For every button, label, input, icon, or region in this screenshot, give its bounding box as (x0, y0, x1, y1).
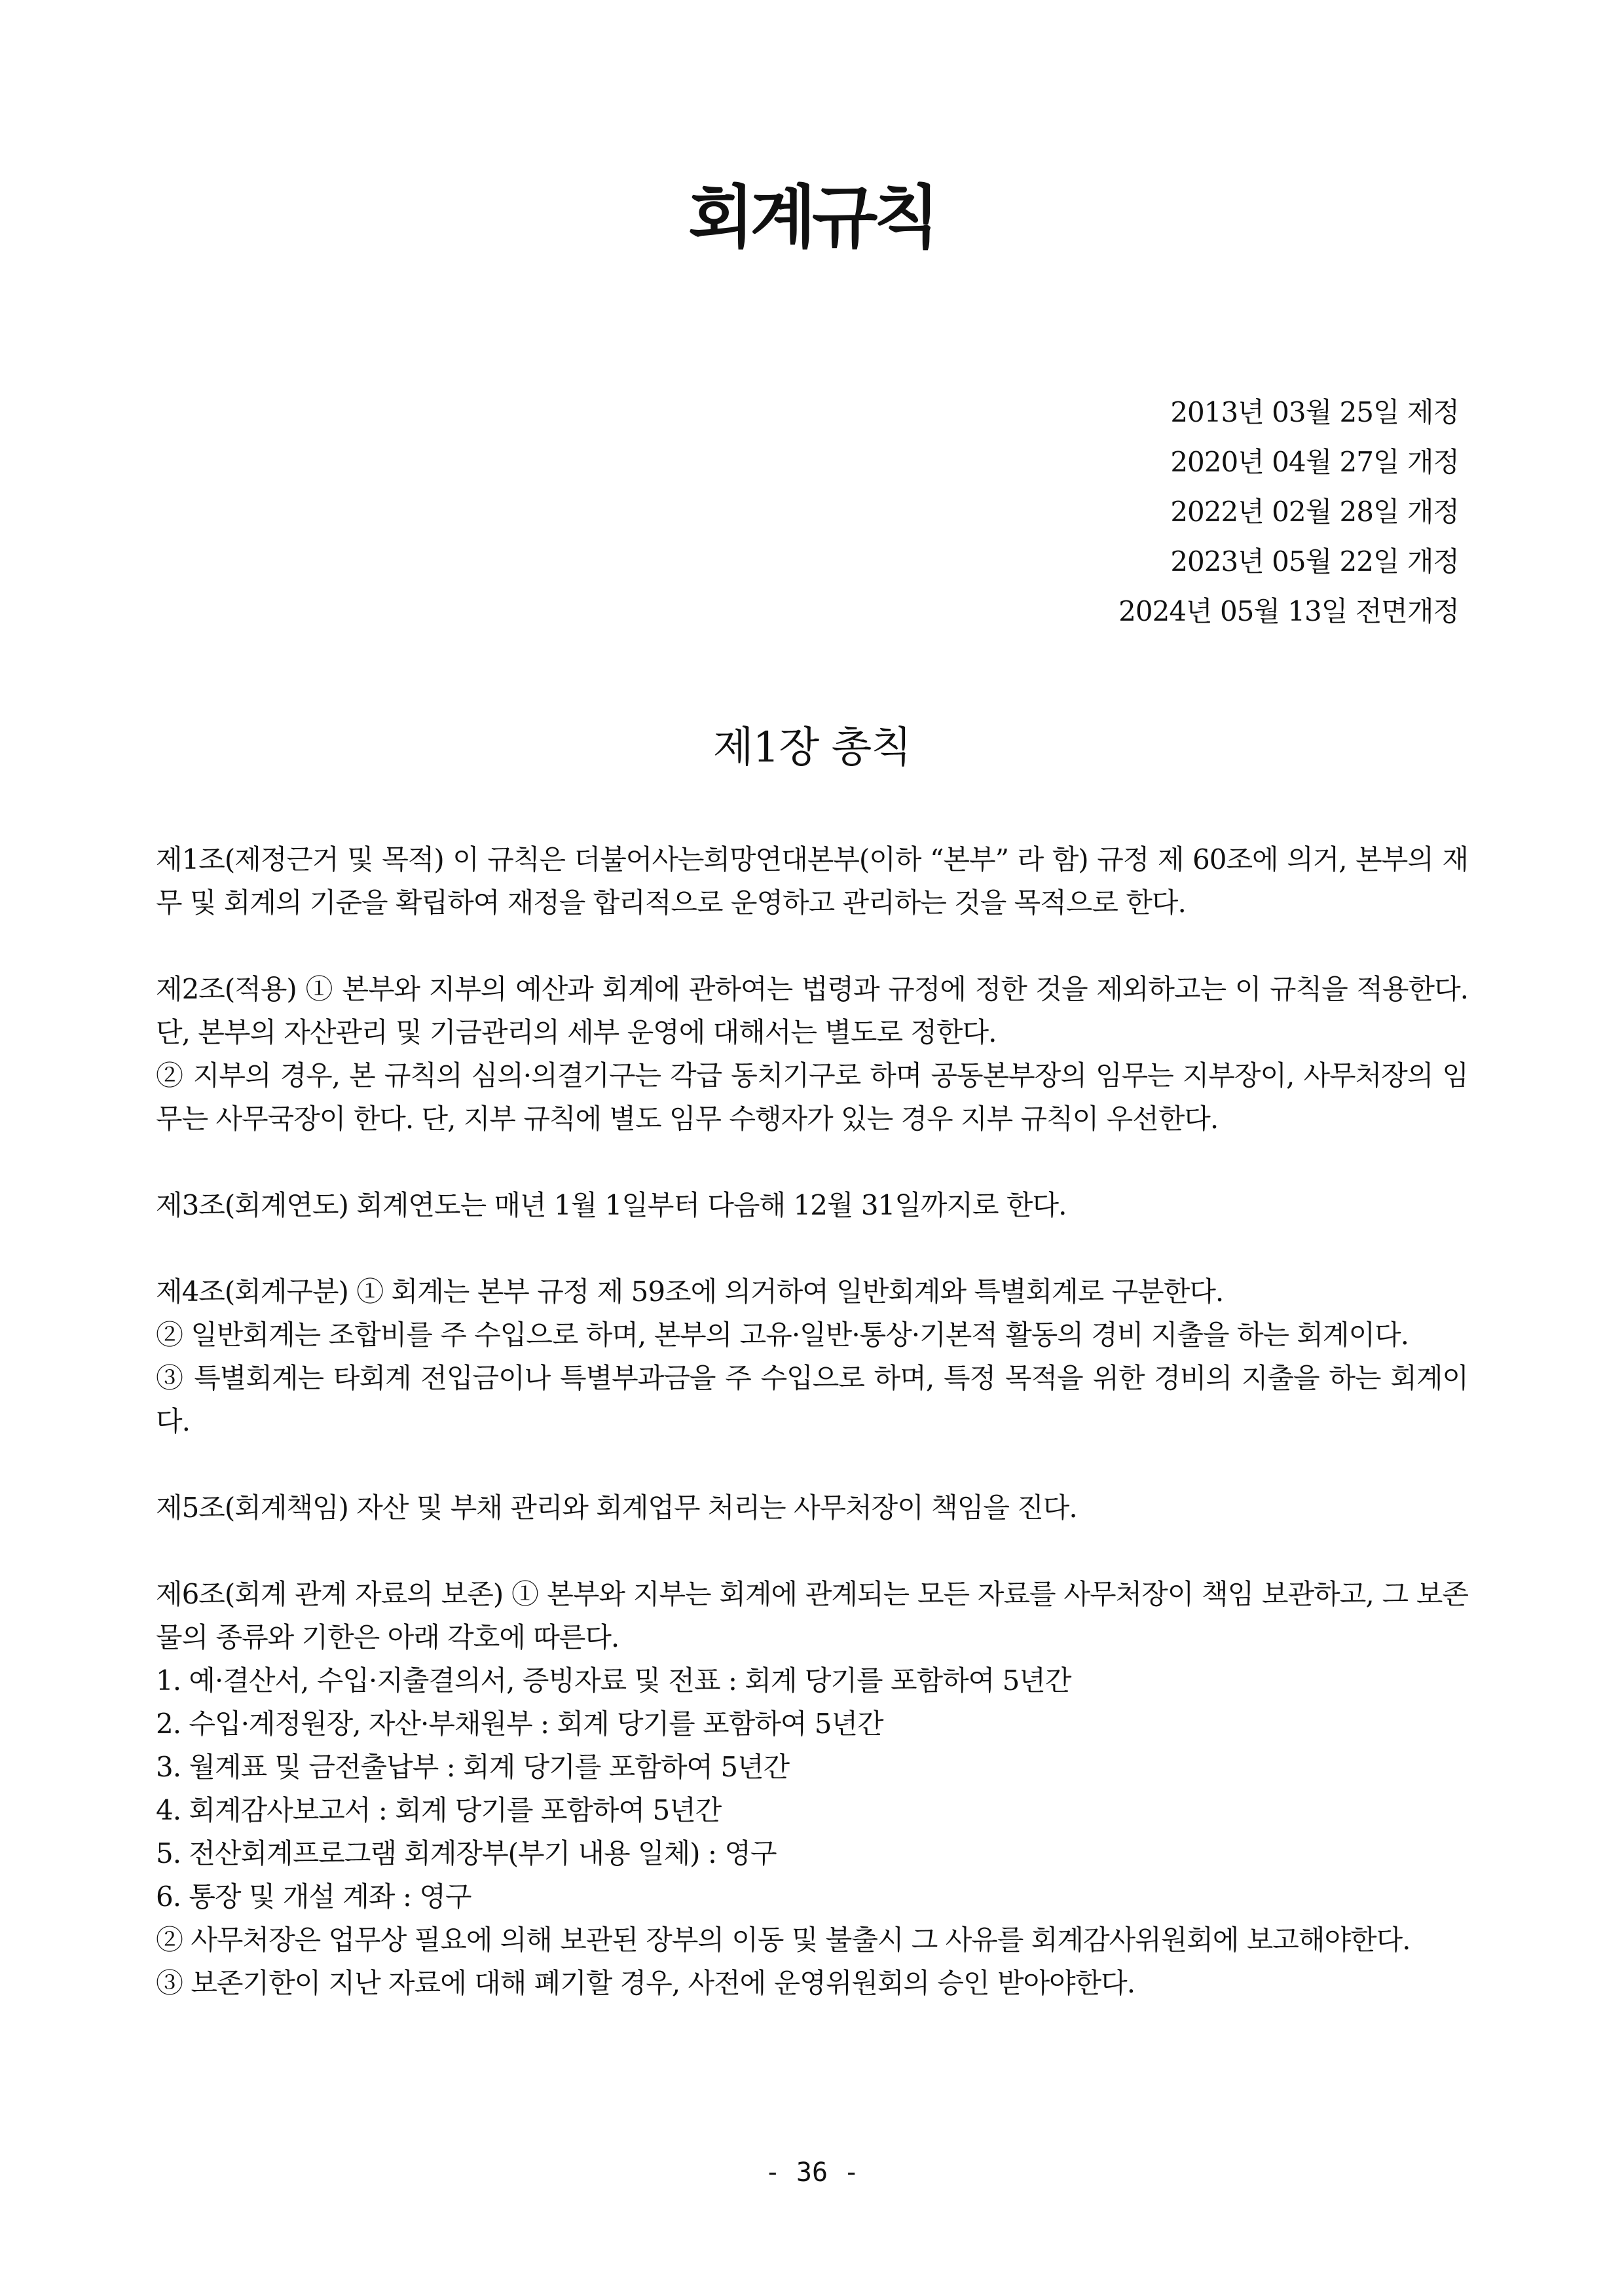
article-3 (156, 1184, 1468, 1227)
article-paragraph: 제1조(제정근거 및 목적) 이 규칙은 더불어사는희망연대본부(이하 “본부” 라 함) 규정 제 60조에 의거, 본부의 재무 및 회계의 기준을 확립하여 재정을 합리적으로 운영하고 관리하는 것을 목적으로 한다. (156, 843, 1468, 919)
list-item: 3. 월계표 및 금전출납부 : 회계 당기를 포함하여 5년간 (156, 1751, 790, 1783)
article-paragraph: ② 사무처장은 업무상 필요에 의해 보관된 장부의 이동 및 불출시 그 사유를 회계감사위원회에 보고해야한다. (156, 1924, 1411, 1956)
page-number: - 36 - (764, 2157, 860, 2188)
article-paragraph: ③ 특별회계는 타회계 전입금이나 특별부과금을 주 수입으로 하며, 특정 목적을 위한 경비의 지출을 하는 회계이다. (156, 1362, 1468, 1437)
article-paragraph: 제6조(회계 관계 자료의 보존) ① 본부와 지부는 회계에 관계되는 모든 자료를 사무처장이 책임 보관하고, 그 보존물의 종류와 기한은 아래 각호에 따른다. (156, 1578, 1468, 1653)
article-paragraph: ② 지부의 경우, 본 규칙의 심의·의결기구는 각급 동치기구로 하며 공동본부장의 임무는 지부장이, 사무처장의 임무는 사무국장이 한다. 단, 지부 규칙에 별도 임무 수행자가 있는 경우 지부 규칙이 우선한다. (156, 1059, 1468, 1135)
revision-entry: 2022년 02월 28일 개정 (1170, 496, 1459, 528)
revision-entry: 2023년 05월 22일 개정 (1170, 545, 1459, 578)
article-1 (156, 838, 1468, 925)
list-item: 1. 예·결산서, 수입·지출결의서, 증빙자료 및 전표 : 회계 당기를 포함하여 5년간 (156, 1664, 1071, 1697)
article-4 (156, 1270, 1468, 1443)
list-item: 4. 회계감사보고서 : 회계 당기를 포함하여 5년간 (156, 1794, 722, 1826)
chapter-title: 제1장 총칙 (712, 724, 912, 772)
list-item: 2. 수입·계정원장, 자산·부채원부 : 회계 당기를 포함하여 5년간 (156, 1708, 883, 1740)
revision-entry: 2020년 04월 27일 개정 (1170, 446, 1459, 478)
revision-entry: 2024년 05월 13일 전면개정 (1118, 595, 1459, 627)
list-item: 6. 통장 및 개설 계좌 : 영구 (156, 1881, 471, 1913)
article-paragraph: 제2조(적용) ① 본부와 지부의 예산과 회계에 관하여는 법령과 규정에 정한 것을 제외하고는 이 규칙을 적용한다. 단, 본부의 자산관리 및 기금관리의 세부 운영에 대해서는 별도로 정한다. (156, 973, 1468, 1048)
article-paragraph: 제5조(회계책임) 자산 및 부채 관리와 회계업무 처리는 사무처장이 책임을 진다. (156, 1492, 1077, 1524)
revision-entry: 2013년 03월 25일 제정 (1170, 396, 1459, 428)
revision-history (1118, 388, 1459, 636)
article-paragraph: ③ 보존기한이 지난 자료에 대해 폐기할 경우, 사전에 운영위원회의 승인 받아야한다. (156, 1967, 1135, 1999)
document-body (156, 838, 1468, 2048)
article-6 (156, 1573, 1468, 2005)
article-2 (156, 968, 1468, 1141)
article-paragraph: 제3조(회계연도) 회계연도는 매년 1월 1일부터 다음해 12월 31일까지로 한다. (156, 1189, 1067, 1221)
article-paragraph: 제4조(회계구분) ① 회계는 본부 규정 제 59조에 의거하여 일반회계와 특별회계로 구분한다. (156, 1276, 1224, 1308)
document-title: 회계규칙 (688, 177, 936, 257)
list-item: 5. 전산회계프로그램 회계장부(부기 내용 일체) : 영구 (156, 1837, 777, 1869)
article-5 (156, 1486, 1468, 1530)
article-paragraph: ② 일반회계는 조합비를 주 수입으로 하며, 본부의 고유·일반·통상·기본적 활동의 경비 지출을 하는 회계이다. (156, 1319, 1409, 1351)
